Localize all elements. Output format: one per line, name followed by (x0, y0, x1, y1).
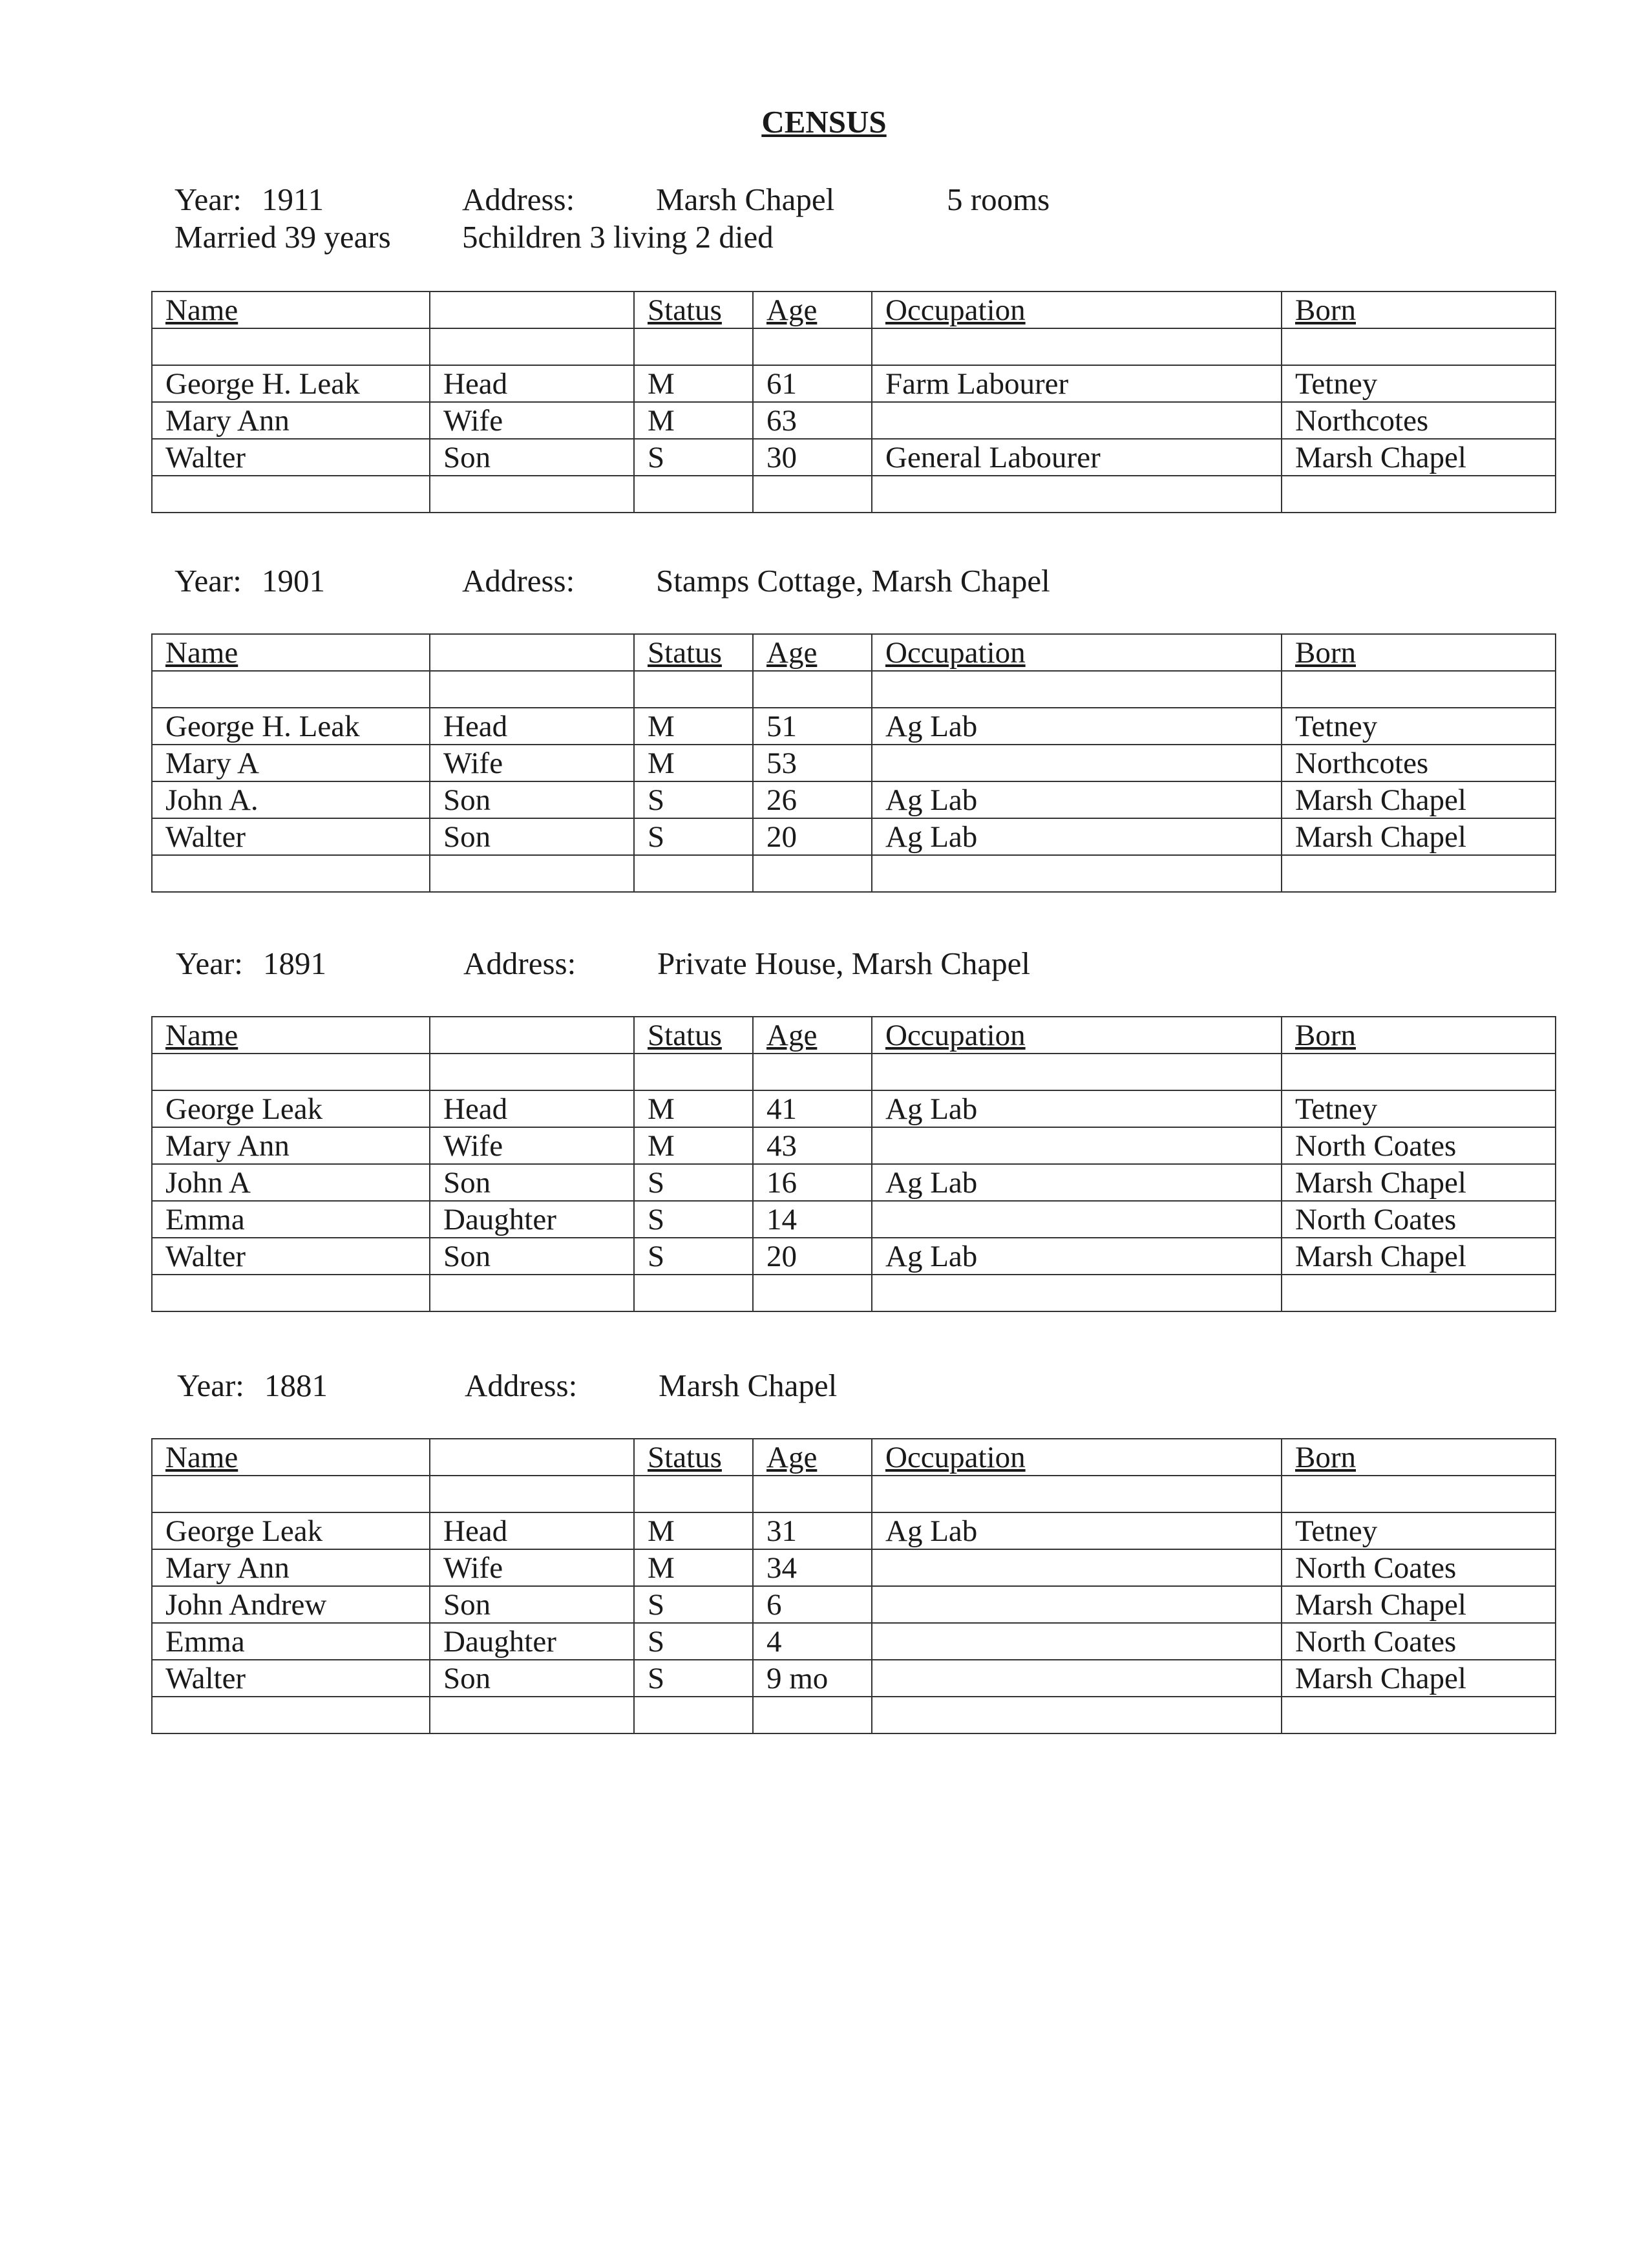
occupation-cell (872, 745, 1282, 781)
relation-cell: Son (430, 781, 634, 818)
column-header (430, 1017, 634, 1054)
occupation-cell: General Labourer (872, 439, 1282, 476)
column-header: Age (753, 1017, 872, 1054)
table-header-row (152, 1017, 1556, 1054)
table-header-row (152, 634, 1556, 671)
census-table-1891 (151, 1016, 1556, 1312)
table-row (152, 1512, 1556, 1549)
age-cell: 63 (753, 402, 872, 439)
census-table-1881 (151, 1438, 1556, 1734)
relation-cell: Son (430, 818, 634, 855)
occupation-cell: Ag Lab (872, 1090, 1282, 1127)
relation-cell: Head (430, 365, 634, 402)
age-cell: 34 (753, 1549, 872, 1586)
column-header: Occupation (872, 291, 1282, 328)
table-row (152, 1238, 1556, 1275)
table-row (152, 1586, 1556, 1623)
born-cell: Northcotes (1282, 745, 1556, 781)
name-cell: Emma (152, 1623, 430, 1660)
relation-cell: Son (430, 1164, 634, 1201)
relation-cell: Wife (430, 402, 634, 439)
relation-cell: Head (430, 1512, 634, 1549)
relation-cell: Daughter (430, 1623, 634, 1660)
column-header: Born (1282, 1017, 1556, 1054)
column-header: Status (634, 291, 753, 328)
year-label: Year: (177, 1368, 244, 1403)
column-header: Age (753, 291, 872, 328)
column-header: Born (1282, 291, 1556, 328)
age-cell: 30 (753, 439, 872, 476)
name-cell: Mary Ann (152, 1549, 430, 1586)
year-label: Year: (174, 182, 242, 217)
page-title: CENSUS (761, 104, 887, 140)
column-header: Status (634, 1017, 753, 1054)
born-cell: North Coates (1282, 1201, 1556, 1238)
empty-row (152, 1054, 1556, 1090)
address-value: Stamps Cottage, Marsh Chapel (656, 563, 1050, 599)
column-header: Occupation (872, 1017, 1282, 1054)
table-row (152, 1201, 1556, 1238)
address-value: Marsh Chapel (656, 182, 835, 217)
age-cell: 14 (753, 1201, 872, 1238)
status-cell: M (634, 1127, 753, 1164)
empty-row (152, 1476, 1556, 1512)
table-row (152, 781, 1556, 818)
column-header: Age (753, 1439, 872, 1476)
name-cell: John A. (152, 781, 430, 818)
age-cell: 26 (753, 781, 872, 818)
occupation-cell (872, 1586, 1282, 1623)
census-table-1911 (151, 291, 1556, 513)
name-cell: George H. Leak (152, 365, 430, 402)
status-cell: S (634, 1623, 753, 1660)
column-header: Status (634, 1439, 753, 1476)
address-label: Address: (462, 182, 575, 217)
status-cell: S (634, 1238, 753, 1275)
status-cell: M (634, 708, 753, 745)
occupation-cell: Ag Lab (872, 1512, 1282, 1549)
year-label: Year: (174, 563, 242, 599)
table-row (152, 1549, 1556, 1586)
occupation-cell: Ag Lab (872, 1238, 1282, 1275)
children-count: 5children 3 living 2 died (462, 219, 774, 255)
table-row (152, 402, 1556, 439)
age-cell: 16 (753, 1164, 872, 1201)
relation-cell: Wife (430, 1549, 634, 1586)
status-cell: M (634, 402, 753, 439)
occupation-cell: Ag Lab (872, 818, 1282, 855)
name-cell: John A (152, 1164, 430, 1201)
year-value: 1911 (262, 182, 324, 217)
name-cell: George H. Leak (152, 708, 430, 745)
born-cell: Tetney (1282, 708, 1556, 745)
status-cell: S (634, 1201, 753, 1238)
born-cell: Marsh Chapel (1282, 439, 1556, 476)
table-row (152, 1090, 1556, 1127)
age-cell: 51 (753, 708, 872, 745)
occupation-cell: Ag Lab (872, 781, 1282, 818)
age-cell: 43 (753, 1127, 872, 1164)
born-cell: Marsh Chapel (1282, 818, 1556, 855)
empty-row (152, 1697, 1556, 1733)
relation-cell: Head (430, 708, 634, 745)
relation-cell: Wife (430, 745, 634, 781)
status-cell: S (634, 1586, 753, 1623)
table-row (152, 1164, 1556, 1201)
age-cell: 20 (753, 818, 872, 855)
status-cell: M (634, 1090, 753, 1127)
table-row (152, 439, 1556, 476)
relation-cell: Wife (430, 1127, 634, 1164)
age-cell: 20 (753, 1238, 872, 1275)
age-cell: 61 (753, 365, 872, 402)
status-cell: M (634, 1512, 753, 1549)
empty-row (152, 328, 1556, 365)
year-value: 1901 (262, 563, 325, 599)
born-cell: Marsh Chapel (1282, 781, 1556, 818)
year-value: 1891 (263, 946, 326, 981)
relation-cell: Son (430, 1660, 634, 1697)
table-row (152, 745, 1556, 781)
status-cell: M (634, 745, 753, 781)
column-header: Name (152, 291, 430, 328)
name-cell: Mary Ann (152, 1127, 430, 1164)
name-cell: Walter (152, 1238, 430, 1275)
name-cell: John Andrew (152, 1586, 430, 1623)
name-cell: George Leak (152, 1090, 430, 1127)
name-cell: Walter (152, 1660, 430, 1697)
column-header (430, 1439, 634, 1476)
name-cell: Mary Ann (152, 402, 430, 439)
census-table-1901 (151, 633, 1556, 893)
age-cell: 6 (753, 1586, 872, 1623)
age-cell: 9 mo (753, 1660, 872, 1697)
column-header (430, 634, 634, 671)
occupation-cell: Ag Lab (872, 1164, 1282, 1201)
name-cell: Emma (152, 1201, 430, 1238)
name-cell: George Leak (152, 1512, 430, 1549)
column-header: Status (634, 634, 753, 671)
age-cell: 4 (753, 1623, 872, 1660)
empty-row (152, 1275, 1556, 1311)
status-cell: S (634, 818, 753, 855)
status-cell: S (634, 439, 753, 476)
column-header: Occupation (872, 634, 1282, 671)
occupation-cell (872, 1623, 1282, 1660)
born-cell: Tetney (1282, 1090, 1556, 1127)
occupation-cell: Ag Lab (872, 708, 1282, 745)
address-label: Address: (463, 946, 576, 981)
born-cell: North Coates (1282, 1623, 1556, 1660)
name-cell: Walter (152, 818, 430, 855)
married-years: Married 39 years (174, 219, 391, 255)
address-label: Address: (462, 563, 575, 599)
rooms-value: 5 rooms (947, 182, 1050, 217)
empty-row (152, 855, 1556, 892)
occupation-cell (872, 1127, 1282, 1164)
address-value: Private House, Marsh Chapel (657, 946, 1030, 981)
table-row (152, 365, 1556, 402)
born-cell: Tetney (1282, 365, 1556, 402)
column-header: Occupation (872, 1439, 1282, 1476)
born-cell: Northcotes (1282, 402, 1556, 439)
born-cell: Marsh Chapel (1282, 1660, 1556, 1697)
status-cell: M (634, 365, 753, 402)
year-label: Year: (176, 946, 243, 981)
born-cell: North Coates (1282, 1127, 1556, 1164)
relation-cell: Son (430, 1238, 634, 1275)
column-header: Born (1282, 1439, 1556, 1476)
column-header: Name (152, 1017, 430, 1054)
occupation-cell (872, 1201, 1282, 1238)
status-cell: M (634, 1549, 753, 1586)
column-header: Name (152, 1439, 430, 1476)
born-cell: Marsh Chapel (1282, 1164, 1556, 1201)
status-cell: S (634, 1164, 753, 1201)
occupation-cell (872, 1660, 1282, 1697)
born-cell: Marsh Chapel (1282, 1238, 1556, 1275)
table-row (152, 818, 1556, 855)
column-header: Born (1282, 634, 1556, 671)
occupation-cell (872, 402, 1282, 439)
relation-cell: Daughter (430, 1201, 634, 1238)
column-header (430, 291, 634, 328)
occupation-cell: Farm Labourer (872, 365, 1282, 402)
address-label: Address: (465, 1368, 578, 1403)
table-row (152, 1623, 1556, 1660)
table-row (152, 1127, 1556, 1164)
empty-row (152, 476, 1556, 513)
born-cell: Marsh Chapel (1282, 1586, 1556, 1623)
relation-cell: Head (430, 1090, 634, 1127)
table-header-row (152, 1439, 1556, 1476)
year-value: 1881 (264, 1368, 328, 1403)
table-row (152, 708, 1556, 745)
empty-row (152, 671, 1556, 708)
relation-cell: Son (430, 1586, 634, 1623)
age-cell: 31 (753, 1512, 872, 1549)
born-cell: Tetney (1282, 1512, 1556, 1549)
relation-cell: Son (430, 439, 634, 476)
column-header: Age (753, 634, 872, 671)
table-row (152, 1660, 1556, 1697)
name-cell: Mary A (152, 745, 430, 781)
address-value: Marsh Chapel (659, 1368, 838, 1403)
age-cell: 53 (753, 745, 872, 781)
column-header: Name (152, 634, 430, 671)
table-header-row (152, 291, 1556, 328)
occupation-cell (872, 1549, 1282, 1586)
name-cell: Walter (152, 439, 430, 476)
born-cell: North Coates (1282, 1549, 1556, 1586)
status-cell: S (634, 1660, 753, 1697)
age-cell: 41 (753, 1090, 872, 1127)
status-cell: S (634, 781, 753, 818)
